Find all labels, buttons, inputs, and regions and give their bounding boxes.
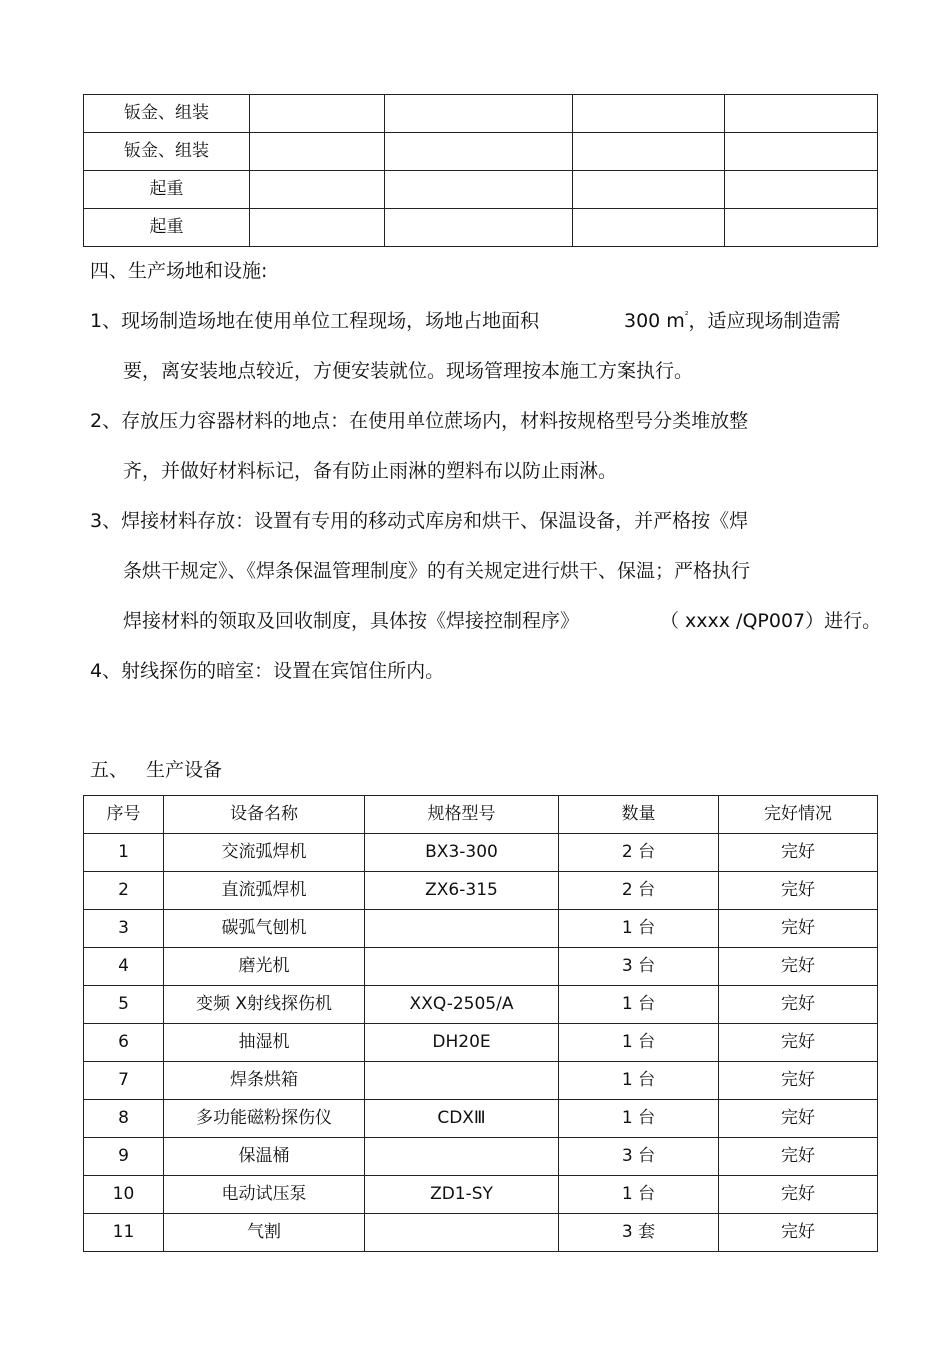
table-cell: 完好 — [719, 872, 878, 910]
table-cell — [573, 209, 725, 247]
table-cell: 完好 — [719, 1138, 878, 1176]
table-cell — [365, 1062, 559, 1100]
table-cell: 交流弧焊机 — [164, 834, 365, 872]
table-cell: 10 — [84, 1176, 164, 1214]
table-cell: 钣金、组装 — [84, 95, 250, 133]
table-cell: BX3-300 — [365, 834, 559, 872]
table-cell: 保温桶 — [164, 1138, 365, 1176]
table-cell: 3 — [84, 910, 164, 948]
table-row — [84, 209, 878, 247]
table-cell — [250, 209, 385, 247]
column-header: 数量 — [559, 796, 719, 834]
table-row — [84, 171, 878, 209]
table-cell: 2 台 — [559, 872, 719, 910]
area-unit-superscript: ² — [684, 311, 689, 321]
table-row — [84, 986, 878, 1024]
table-cell: 多功能磁粉探伤仪 — [164, 1100, 365, 1138]
table-cell: 1 — [84, 834, 164, 872]
table-cell: 完好 — [719, 910, 878, 948]
table-cell — [385, 171, 573, 209]
table-row — [84, 910, 878, 948]
table-cell: 1 台 — [559, 910, 719, 948]
table-cell: 气割 — [164, 1214, 365, 1252]
table-cell: 1 台 — [559, 1176, 719, 1214]
table-cell: 起重 — [84, 171, 250, 209]
table-cell: 1 台 — [559, 1100, 719, 1138]
table-cell — [365, 1214, 559, 1252]
section4-item3-line1: 3、焊接材料存放：设置有专用的移动式库房和烘干、保温设备，并严格按《焊 — [90, 510, 749, 532]
table-cell: 钣金、组装 — [84, 133, 250, 171]
table-cell: 7 — [84, 1062, 164, 1100]
table-cell: 11 — [84, 1214, 164, 1252]
table-cell: 3 台 — [559, 1138, 719, 1176]
table-cell: 完好 — [719, 986, 878, 1024]
personnel-table — [83, 94, 878, 247]
table-cell: ZX6-315 — [365, 872, 559, 910]
table-cell: ZD1-SY — [365, 1176, 559, 1214]
table-cell — [725, 133, 878, 171]
section4-item2-line2: 齐，并做好材料标记，备有防止雨淋的塑料布以防止雨淋。 — [123, 460, 618, 482]
section4-heading: 四、生产场地和设施: — [90, 260, 268, 282]
table-cell: 1 台 — [559, 1062, 719, 1100]
area-value — [624, 312, 840, 331]
table-cell: 抽湿机 — [164, 1024, 365, 1062]
table-cell: 3 台 — [559, 948, 719, 986]
table-cell: 4 — [84, 948, 164, 986]
table-cell: DH20E — [365, 1024, 559, 1062]
table-cell: 变频 X射线探伤机 — [164, 986, 365, 1024]
area-number: 300 m — [624, 310, 685, 332]
table-cell: 1 台 — [559, 986, 719, 1024]
paragraph-text: 1、现场制造场地在使用单位工程现场，场地占地面积 — [90, 310, 540, 332]
table-cell — [573, 133, 725, 171]
table-cell — [365, 1138, 559, 1176]
equipment-table — [83, 795, 878, 1252]
table-cell — [250, 95, 385, 133]
table-cell: 完好 — [719, 1024, 878, 1062]
table-cell: 完好 — [719, 948, 878, 986]
table-cell: 完好 — [719, 1214, 878, 1252]
table-cell — [250, 133, 385, 171]
table-row — [84, 133, 878, 171]
table-cell: 焊条烘箱 — [164, 1062, 365, 1100]
table-cell — [365, 910, 559, 948]
table-row — [84, 834, 878, 872]
section4-item1-line2: 要，离安装地点较近，方便安装就位。现场管理按本施工方案执行。 — [123, 360, 694, 382]
table-cell — [573, 95, 725, 133]
table-row — [84, 1024, 878, 1062]
table-cell — [573, 171, 725, 209]
table-cell: 电动试压泵 — [164, 1176, 365, 1214]
section4-item3-line3: 焊接材料的领取及回收制度，具体按《焊接控制程序》 — [123, 610, 580, 632]
table-row — [84, 1062, 878, 1100]
table-cell: 6 — [84, 1024, 164, 1062]
section4-item4: 4、射线探伤的暗室：设置在宾馆住所内。 — [90, 660, 445, 682]
procedure-reference: （ xxxx /QP007）进行。 — [660, 610, 882, 632]
table-cell: 8 — [84, 1100, 164, 1138]
table-header-row — [84, 796, 878, 834]
column-header: 序号 — [84, 796, 164, 834]
table-cell: 9 — [84, 1138, 164, 1176]
column-header: 规格型号 — [365, 796, 559, 834]
table-cell: 完好 — [719, 1062, 878, 1100]
table-cell: 磨光机 — [164, 948, 365, 986]
table-cell: 完好 — [719, 1176, 878, 1214]
table-row — [84, 1100, 878, 1138]
column-header: 完好情况 — [719, 796, 878, 834]
table-cell — [365, 948, 559, 986]
table-cell — [385, 209, 573, 247]
table-cell: 直流弧焊机 — [164, 872, 365, 910]
table-cell: 碳弧气刨机 — [164, 910, 365, 948]
section4-item3-line2: 条烘干规定》、《焊条保温管理制度》的有关规定进行烘干、保温；严格执行 — [123, 560, 751, 582]
table-cell: 完好 — [719, 1100, 878, 1138]
table-cell: 1 台 — [559, 1024, 719, 1062]
section5-heading-number: 五、 — [90, 759, 129, 781]
table-cell — [250, 171, 385, 209]
table-cell: 3 套 — [559, 1214, 719, 1252]
table-cell — [725, 171, 878, 209]
table-cell: 2 台 — [559, 834, 719, 872]
table-row — [84, 1214, 878, 1252]
table-cell — [725, 209, 878, 247]
section4-item2-line1: 2、存放压力容器材料的地点：在使用单位蔗场内，材料按规格型号分类堆放整 — [90, 410, 749, 432]
table-row — [84, 948, 878, 986]
table-cell: 2 — [84, 872, 164, 910]
table-cell — [385, 95, 573, 133]
section4-item1-line1 — [90, 312, 539, 331]
table-row — [84, 95, 878, 133]
section5-heading: 生产设备 — [146, 759, 223, 781]
table-cell: 5 — [84, 986, 164, 1024]
paragraph-text: ，适应现场制造需 — [688, 310, 841, 332]
table-cell: XXQ-2505/A — [365, 986, 559, 1024]
table-row — [84, 1176, 878, 1214]
table-cell — [385, 133, 573, 171]
table-row — [84, 1138, 878, 1176]
table-cell: 完好 — [719, 834, 878, 872]
table-cell: 起重 — [84, 209, 250, 247]
column-header: 设备名称 — [164, 796, 365, 834]
table-row — [84, 872, 878, 910]
table-cell: CDXⅢ — [365, 1100, 559, 1138]
table-cell — [725, 95, 878, 133]
